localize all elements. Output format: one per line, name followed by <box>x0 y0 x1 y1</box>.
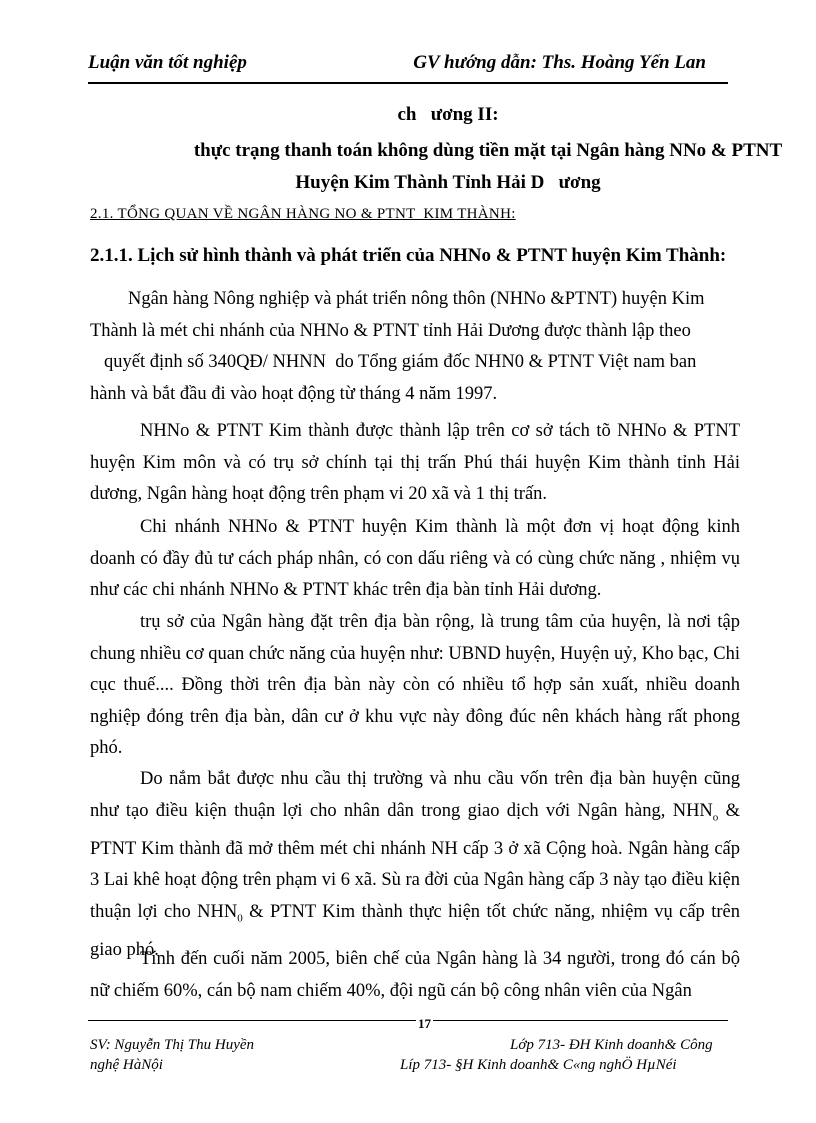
paragraph-1-line-2: Thành là mét chi nhánh của NHNo & PTNT tỉnh Hải Dương được thành lập theo <box>90 320 691 341</box>
paragraph-5-part-c: & PTNT Kim thành thực hiện tốt chức năng, nhiệm vụ cấp trên giao phó. <box>90 901 740 960</box>
paragraph-1-line-4: hành và bắt đầu đi vào hoạt động từ tháng 4 năm 1997. <box>90 383 498 404</box>
paragraph-5-part-a: Do nắm bắt được nhu cầu thị trường và nhu cầu vốn trên địa bàn huyện cũng như tạo điều kiện thuận lợi cho nhân dân trong giao dịch với Ngân hàng, NHN <box>90 769 740 821</box>
footer-class: Lớp 713- ĐH Kinh doanh& Công <box>510 1037 713 1053</box>
paragraph-5-part-b: & PTNT Kim thành đã mở thêm mét chi nhánh NH cấp 3 ở xã Cộng hoà. Ngân hàng cấp 3 Lai khê hoạt động trên phạm vi 6 xã. Sù ra đời của Ngân hàng cấp 3 này tạo điều kiện thuận lợi cho NHN <box>90 800 741 922</box>
header-thesis-label: Luận văn tốt nghiệp <box>88 52 247 73</box>
chapter-label: ch ương II: <box>397 104 499 125</box>
subsection-title: 2.1.1. Lịch sử hình thành và phát triển của NHNo & PTNT huyện Kim Thành: <box>90 245 727 266</box>
footer-student: SV: Nguyễn Thị Thu Huyền <box>90 1037 255 1053</box>
paragraph-1-line-3: quyết định số 340QĐ/ NHNN do Tổng giám đốc NHN0 & PTNT Việt nam ban <box>104 352 697 372</box>
paragraph-6: Tính đến cuối năm 2005, biên chế của Ngân hàng là 34 người, trong đó cán bộ nữ chiếm 60%, cán bộ nam chiếm 40%, đội ngũ cán bộ công nhân viên của Ngân <box>90 949 740 1001</box>
paragraph-5 <box>90 764 740 966</box>
paragraph-3: Chi nhánh NHNo & PTNT huyện Kim thành là một đơn vị hoạt động kinh doanh có đầy đủ tư cách pháp nhân, có con dấu riêng và có cùng chức năng , nhiệm vụ như các chi nhánh NHNo & PTNT khác trên địa bàn tỉnh Hải dương. <box>90 517 740 600</box>
paragraph-1 <box>90 284 740 410</box>
header-advisor: GV hướng dẫn: Ths. Hoàng Yến Lan <box>413 52 706 73</box>
chapter-title-line2: Huyện Kim Thành Tỉnh Hải D ương <box>295 172 601 193</box>
page-number: 17 <box>418 1016 431 1031</box>
paragraph-5-subscript-1: o <box>712 811 719 824</box>
paragraph-5-subscript-2: 0 <box>237 912 243 925</box>
paragraph-4: trụ sở của Ngân hàng đặt trên địa bàn rộng, là trung tâm của huyện, là nơi tập chung nhiều cơ quan chức năng của huyện như: UBND huyện, Huyện uỷ, Kho bạc, Chi cục thuế.... Đồng thời trên địa bàn này còn có nhiều tổ hợp sản xuất, nhiều doanh nghiệp đóng trên địa bàn, dân cư ở khu vực này đông đúc nên khách hàng rất phong phó. <box>90 612 740 758</box>
footer-class-garbled: Líp 713- §H Kinh doanh& C«ng nghÖ HµNéi <box>400 1057 677 1073</box>
chapter-title-line1: thực trạng thanh toán không dùng tiền mặt tại Ngân hàng NNo & PTNT <box>193 140 783 161</box>
footer-student-continued: nghệ HàNội <box>90 1057 163 1073</box>
paragraph-1-line-1: Ngân hàng Nông nghiệp và phát triển nông thôn (NHNo &PTNT) huyện Kim <box>128 289 705 309</box>
footer-divider <box>88 1020 728 1021</box>
paragraph-2: NHNo & PTNT Kim thành được thành lập trên cơ sở tách tõ NHNo & PTNT huyện Kim môn và có trụ sở chính tại thị trấn Phú thái huyện Kim thành tỉnh Hải dương, Ngân hàng hoạt động trên phạm vi 20 xã và 1 thị trấn. <box>90 421 740 504</box>
page-header <box>88 52 728 84</box>
section-title: 2.1. TỔNG QUAN VỀ NGÂN HÀNG NO & PTNT KIM THÀNH: <box>90 206 516 222</box>
